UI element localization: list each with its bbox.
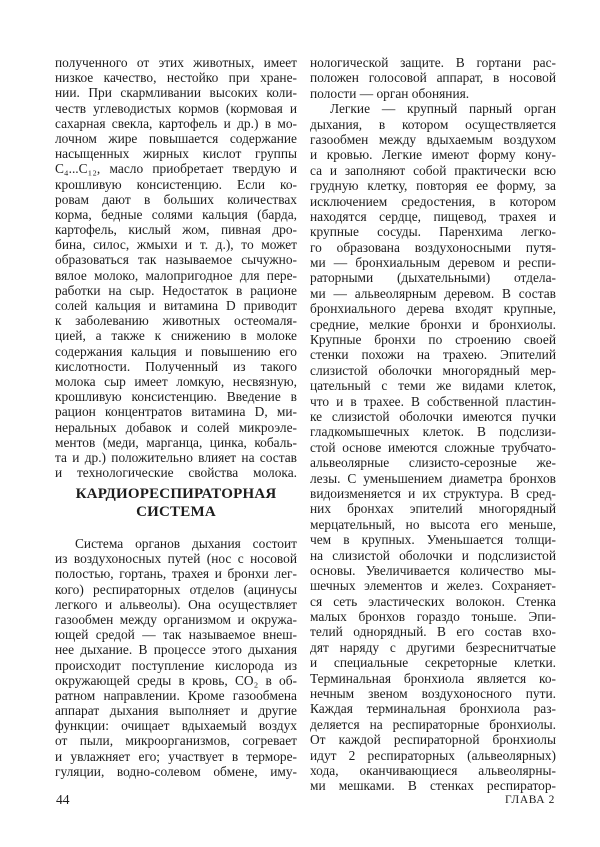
chapter-label: ГЛАВА 2 — [505, 794, 555, 806]
text-line: нечным звеном воздухоносного пути. — [310, 686, 556, 702]
text-line: бронхиального дерева входят крупные, — [310, 301, 556, 317]
text-line: Каждая терминальная бронхиола раз- — [310, 701, 556, 717]
text-line: C₄...C₁₂, масло приобретает твердую и — [55, 161, 297, 177]
section-heading-line: СИСТЕМА — [136, 504, 216, 520]
text-line: Терминальная бронхиола является ко- — [310, 670, 556, 686]
text-line: ке слизистой оболочки имеются пучки — [310, 409, 556, 424]
text-line: стенки похожи на трахею. Эпителий — [310, 347, 556, 363]
text-line: го образована воздухоносными путя- — [310, 239, 556, 255]
text-line: деляется на респираторные бронхиолы. — [310, 716, 556, 732]
text-line: полости — орган обоняния. — [310, 85, 470, 101]
text-line: крошливую консистенцию. Введение в — [55, 389, 297, 405]
text-line: на слизистой оболочки и подслизистой — [310, 547, 556, 563]
text-line: и специальные секреторные клетки. — [310, 655, 556, 671]
text-line: От каждой респираторной бронхиолы — [310, 732, 556, 748]
paragraph — [55, 536, 297, 779]
text-line: шечных элементов и желез. Сохраняет- — [310, 578, 556, 594]
text-line: чем в крупных. Уменьшается толщи- — [310, 532, 556, 548]
text-line: ратном направлении. Кроме газообмена — [55, 687, 297, 703]
text-line: неральных добавок и солей микроэле- — [55, 419, 297, 435]
text-line: находятся сердце, пищевод, трахея и — [310, 208, 556, 224]
text-line: ментов (меди, марганца, цинка, кобаль- — [55, 434, 297, 450]
text-line: и технологические свойства молока. — [55, 465, 297, 481]
text-line: телий однорядный. В его состав вхо- — [310, 624, 556, 640]
text-line: малых бронхов гораздо тоньше. Эпи- — [310, 609, 556, 625]
text-line: ми мешками. В стенках респиратор- — [310, 778, 556, 794]
text-line: честв углеводистых кормов (кормовая и — [55, 100, 297, 116]
text-line: лезы. С уменьшением диаметра бронхов — [310, 470, 556, 486]
text-line: солей кальция и витамина D приводит — [55, 298, 297, 313]
text-line: них бронхах эпителий многорядный — [310, 501, 556, 517]
text-line: работки на сыр. Недостаток в рационе — [55, 282, 297, 298]
text-line: хода, оканчивающиеся альвеолярны- — [310, 762, 556, 778]
text-line: и кровью. Легкие имеют форму кону- — [310, 147, 556, 163]
page-number: 44 — [56, 792, 70, 807]
text-line: идут 2 респираторных (альвеолярных) — [310, 747, 556, 763]
text-line: дят наряду с другими безреснитчатые — [310, 639, 556, 655]
text-line: газообмен между вдыхаемым воздухом — [310, 131, 556, 147]
paragraph — [310, 101, 556, 794]
text-line: корма, бедные солями кальция (барда, — [55, 206, 297, 222]
text-line: крупные сосуды. Паренхима легко- — [310, 224, 556, 240]
text-line: аппарат дыхания выполняет и другие — [55, 703, 297, 719]
text-line: образоваться так называемое сычужно- — [55, 252, 297, 268]
text-line: Легкие — крупный парный орган — [330, 101, 556, 117]
text-line: низкое качество, нестойко при хране- — [55, 70, 297, 86]
text-line: нии. При скармливании высоких коли- — [55, 85, 297, 101]
text-line: слизистой оболочки многорядный мер- — [310, 362, 556, 378]
text-line: легкого и альвеолы). Она осуществляет — [55, 596, 297, 612]
text-line: картофель, кислый жом, пивная дро- — [55, 222, 297, 238]
text-line: сахарная свекла, картофель и др.) в мо- — [55, 115, 297, 131]
text-line: кислотности. Полученный из такого — [55, 358, 297, 374]
text-line: вялое молоко, малопригодное для пере- — [55, 267, 297, 283]
text-line: окружающей среды в кровь, CO₂ в об- — [55, 672, 297, 688]
text-line: что и в трахее. В собственной пластин- — [310, 393, 556, 409]
text-line: к заболеванию животных остеомаля- — [55, 313, 297, 329]
text-line: нологической защите. В гортани рас- — [310, 55, 556, 70]
text-line: средние, мелкие бронхи и бронхиолы. — [310, 316, 556, 332]
text-line: видоизменяется и их структура. В сред- — [310, 485, 556, 501]
text-line: полученного от этих животных, имеет — [55, 55, 297, 70]
text-line: раторными (дыхательными) отдела- — [310, 270, 556, 286]
text-line: дыхания, в котором осуществляется — [310, 116, 556, 132]
text-line: лочном жире повышается содержание — [55, 130, 297, 146]
text-line: альвеолярные слизисто-серозные же- — [310, 455, 556, 471]
text-line: из воздухоносных путей (нос с носовой — [55, 551, 297, 567]
text-line: цательный с теми же видами клеток, — [310, 378, 556, 394]
text-line: Система органов дыхания состоит — [75, 536, 297, 551]
text-line: стой основе имеются сложные трубчато- — [310, 439, 556, 455]
text-line: от пыли, микроорганизмов, согревает — [55, 733, 297, 749]
text-line: происходит поступление кислорода из — [55, 657, 297, 673]
paragraph — [55, 55, 297, 480]
text-line: ровам дают в больших количествах — [55, 191, 297, 207]
text-line: молока сыр имеет ломкую, несвязную, — [55, 373, 297, 389]
text-line: цией, а также к снижению в молоке — [55, 328, 297, 344]
paragraph — [310, 55, 556, 101]
text-line: ми — альвеолярным деревом. В состав — [310, 285, 556, 301]
text-line: та и др.) положительно влияет на состав — [55, 449, 297, 465]
text-line: ми — бронхиальным деревом и респи- — [310, 255, 556, 271]
text-line: насыщенных жирных кислот группы — [55, 146, 297, 162]
text-line: са и заполняют собой практически всю — [310, 162, 556, 178]
text-line: кого) респираторных отделов (ацинусы — [55, 581, 297, 597]
text-line: ющей средой — так называемое внеш- — [55, 627, 297, 643]
text-line: рацион концентратов витамина D, ми- — [55, 404, 297, 420]
text-line: и увлажняет его; участвует в терморе- — [55, 748, 297, 764]
text-line: крошливую консистенцию. Если ко- — [55, 176, 297, 192]
text-line: функции: очищает вдыхаемый воздух — [55, 718, 297, 734]
section-heading-line: КАРДИОРЕСПИРАТОРНАЯ — [75, 486, 277, 502]
text-line: нее дыхание. В процессе этого дыхания — [55, 642, 297, 658]
text-line: основы. Увеличивается количество мы- — [310, 562, 556, 578]
text-line: Крупные бронхи по строению своей — [310, 332, 556, 348]
text-line: бина, силос, жмыхи и т. д.), то может — [55, 237, 297, 253]
text-line: положен голосовой аппарат, в носовой — [310, 70, 556, 86]
text-line: гуляции, водно-солевом обмене, иму- — [55, 763, 297, 779]
text-line: исключением средостения, в котором — [310, 193, 556, 209]
text-line: содержания кальция и повышению его — [55, 343, 297, 359]
text-line: полостью, гортань, трахея и бронхи лег- — [55, 566, 297, 582]
text-line: мерцательный, но высота его меньше, — [310, 516, 556, 532]
text-line: гладкомышечных клеток. В подслизи- — [310, 424, 556, 440]
text-line: ся сеть эластических волокон. Стенка — [310, 593, 556, 609]
text-line: грудную клетку, повторяя ее форму, за — [310, 178, 556, 194]
text-line: газообмен между организмом и окружа- — [55, 611, 297, 627]
section-heading — [55, 485, 297, 521]
